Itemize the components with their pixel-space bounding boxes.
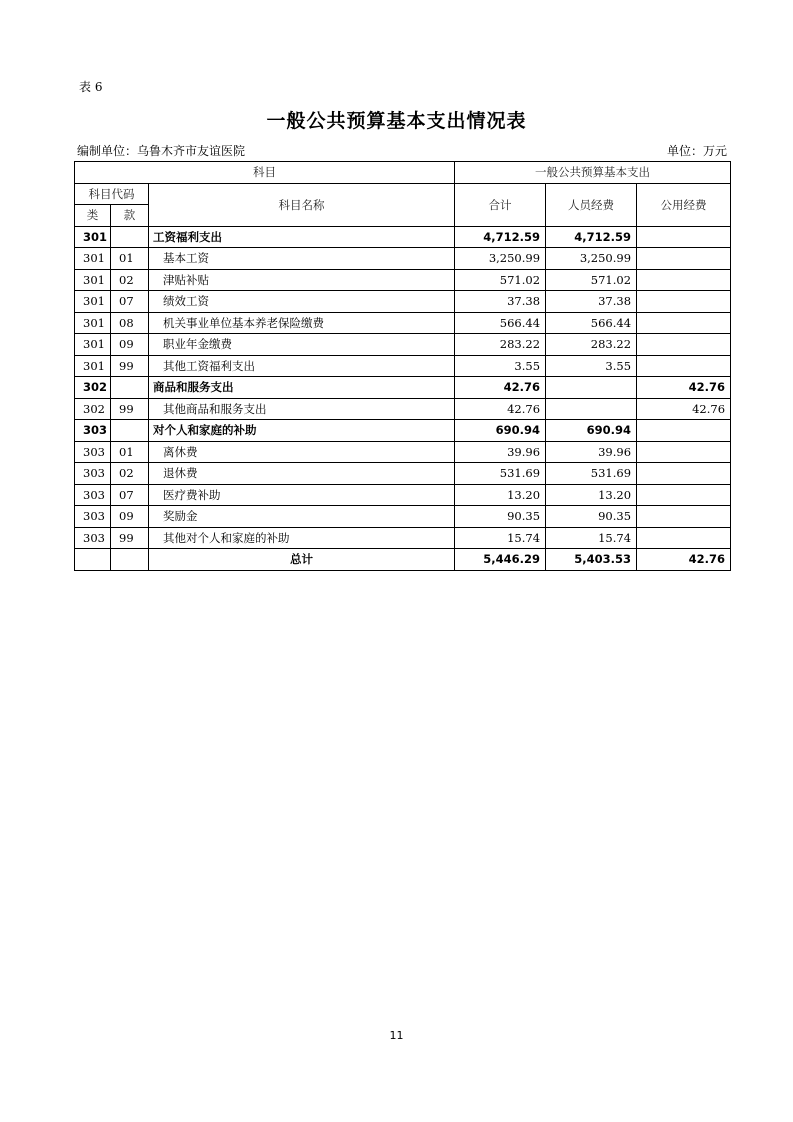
cell-total: 42.76 [455,377,546,399]
cell-total: 566.44 [455,312,546,334]
header-lei: 类 [75,205,111,227]
total-row [75,549,731,571]
cell-public [637,355,731,377]
table-row [75,355,731,377]
cell-public [637,312,731,334]
cell-total: 531.69 [455,463,546,485]
table-number: 表 6 [79,80,103,94]
cell-kuan: 08 [111,312,149,334]
cell-public [637,291,731,313]
cell-total: 13.20 [455,484,546,506]
cell-public [637,248,731,270]
cell-public [637,269,731,291]
currency-unit: 单位：万元 [666,144,727,158]
cell-kuan: 07 [111,291,149,313]
total-public: 42.76 [637,549,731,571]
cell-total: 283.22 [455,334,546,356]
table-row [75,527,731,549]
page-title: 一般公共预算基本支出情况表 [266,110,527,132]
cell-public [637,463,731,485]
cell-total: 571.02 [455,269,546,291]
cell-personnel: 566.44 [546,312,637,334]
cell-kuan: 99 [111,398,149,420]
cell-personnel: 13.20 [546,484,637,506]
cell-personnel: 4,712.59 [546,226,637,248]
table-row [75,484,731,506]
table-row [75,398,731,420]
cell-lei: 303 [75,484,111,506]
table-row [75,334,731,356]
cell-lei: 303 [75,463,111,485]
cell-public [637,334,731,356]
cell-kuan [111,420,149,442]
cell-name: 退休费 [149,463,455,485]
table-body [75,226,731,549]
cell-name: 医疗费补助 [149,484,455,506]
cell-personnel: 571.02 [546,269,637,291]
cell-name: 职业年金缴费 [149,334,455,356]
cell-personnel [546,398,637,420]
cell-total: 42.76 [455,398,546,420]
cell-name: 绩效工资 [149,291,455,313]
table-row [75,312,731,334]
cell-lei: 303 [75,420,111,442]
cell-total: 39.96 [455,441,546,463]
cell-kuan [111,377,149,399]
cell-personnel: 37.38 [546,291,637,313]
total-sum: 5,446.29 [455,549,546,571]
cell-public: 42.76 [637,377,731,399]
table-row [75,420,731,442]
cell-name: 离休费 [149,441,455,463]
cell-lei: 301 [75,355,111,377]
cell-total: 90.35 [455,506,546,528]
cell-public [637,441,731,463]
table-row [75,506,731,528]
cell-public [637,420,731,442]
table-row [75,269,731,291]
cell-kuan: 01 [111,248,149,270]
cell-total: 37.38 [455,291,546,313]
cell-kuan: 07 [111,484,149,506]
page-number: 11 [389,1029,404,1042]
cell-lei: 303 [75,506,111,528]
cell-personnel: 3,250.99 [546,248,637,270]
cell-lei: 301 [75,248,111,270]
cell-lei: 301 [75,334,111,356]
cell-lei: 302 [75,398,111,420]
total-personnel: 5,403.53 [546,549,637,571]
cell-lei: 303 [75,441,111,463]
total-label: 总计 [149,549,455,571]
compiling-unit: 编制单位：乌鲁木齐市友谊医院 [77,144,246,158]
cell-name: 津贴补贴 [149,269,455,291]
cell-personnel: 15.74 [546,527,637,549]
cell-personnel: 690.94 [546,420,637,442]
header-budget: 一般公共预算基本支出 [455,162,731,184]
cell-lei: 301 [75,291,111,313]
cell-personnel: 531.69 [546,463,637,485]
budget-table [74,161,731,571]
cell-personnel: 39.96 [546,441,637,463]
header-personnel: 人员经费 [546,183,637,226]
cell-personnel: 90.35 [546,506,637,528]
cell-lei: 302 [75,377,111,399]
cell-kuan: 02 [111,463,149,485]
cell-public [637,527,731,549]
cell-lei: 301 [75,269,111,291]
cell-lei: 303 [75,527,111,549]
cell-total: 690.94 [455,420,546,442]
cell-name: 商品和服务支出 [149,377,455,399]
cell-personnel: 3.55 [546,355,637,377]
cell-total: 15.74 [455,527,546,549]
cell-name: 机关事业单位基本养老保险缴费 [149,312,455,334]
table-row [75,441,731,463]
cell-lei: 301 [75,312,111,334]
table-row [75,377,731,399]
cell-name: 基本工资 [149,248,455,270]
cell-name: 其他工资福利支出 [149,355,455,377]
cell-public: 42.76 [637,398,731,420]
cell-name: 工资福利支出 [149,226,455,248]
cell-kuan: 01 [111,441,149,463]
total-kuan [111,549,149,571]
cell-name: 奖励金 [149,506,455,528]
cell-personnel [546,377,637,399]
cell-total: 4,712.59 [455,226,546,248]
header-code: 科目代码 [75,183,149,205]
table-row [75,463,731,485]
cell-kuan: 02 [111,269,149,291]
cell-name: 对个人和家庭的补助 [149,420,455,442]
header-name: 科目名称 [149,183,455,226]
cell-kuan: 09 [111,334,149,356]
cell-kuan: 99 [111,355,149,377]
table-row [75,248,731,270]
cell-personnel: 283.22 [546,334,637,356]
cell-kuan: 09 [111,506,149,528]
cell-public [637,226,731,248]
cell-name: 其他商品和服务支出 [149,398,455,420]
header-total: 合计 [455,183,546,226]
header-kuan: 款 [111,205,149,227]
header-subject: 科目 [75,162,455,184]
header-public: 公用经费 [637,183,731,226]
table-row [75,226,731,248]
cell-public [637,484,731,506]
total-lei [75,549,111,571]
cell-kuan [111,226,149,248]
table-row [75,291,731,313]
cell-lei: 301 [75,226,111,248]
cell-total: 3.55 [455,355,546,377]
cell-total: 3,250.99 [455,248,546,270]
cell-name: 其他对个人和家庭的补助 [149,527,455,549]
cell-kuan: 99 [111,527,149,549]
cell-public [637,506,731,528]
